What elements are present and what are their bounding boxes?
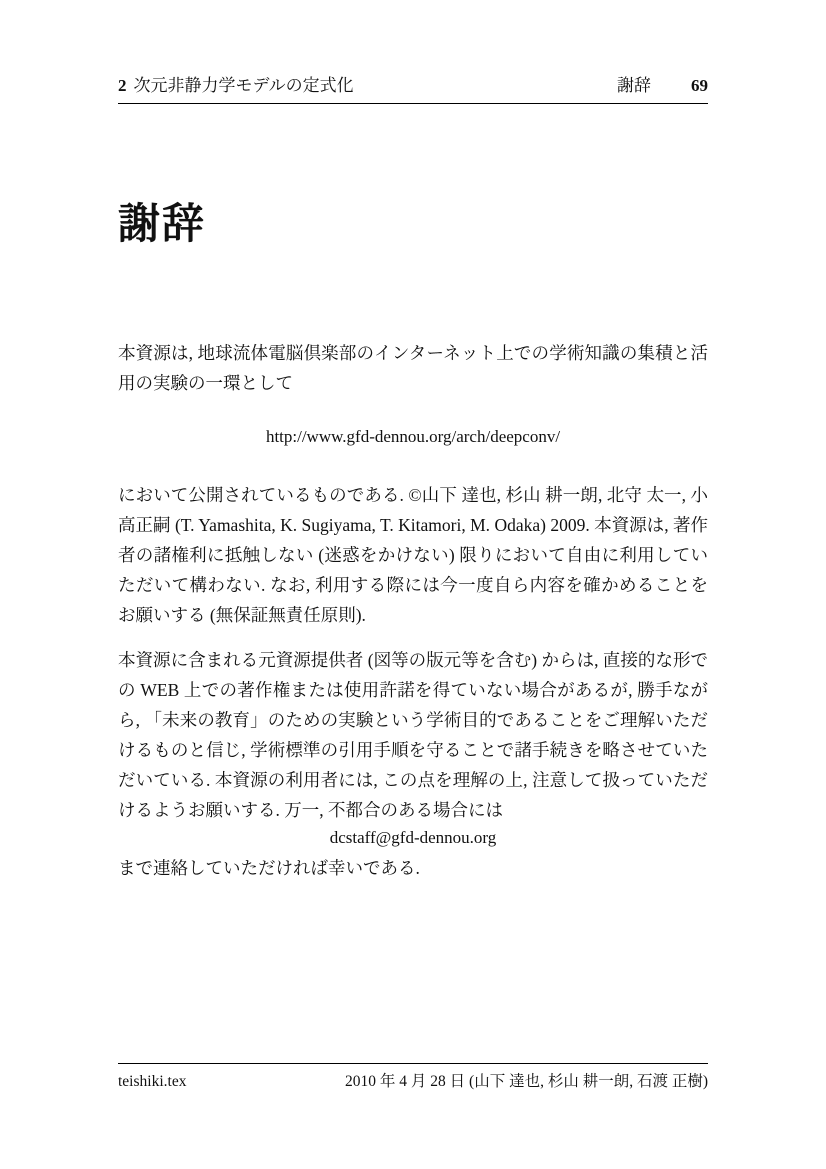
chapter-title: 謝辞 bbox=[118, 200, 207, 247]
header-section-title: 次元非静力学モデルの定式化 bbox=[133, 76, 354, 95]
contact-email: dcstaff@gfd-dennou.org bbox=[329, 828, 497, 847]
running-header bbox=[118, 76, 708, 104]
resource-url: http://www.gfd-dennou.org/arch/deepconv/ bbox=[265, 427, 561, 446]
header-chapter bbox=[617, 76, 708, 96]
footer-filename: teishiki.tex bbox=[118, 1073, 187, 1090]
page-footer bbox=[118, 1063, 708, 1091]
header-chapter-label: 謝辞 bbox=[617, 76, 651, 95]
paragraph-closing: まで連絡していただければ幸いである. bbox=[118, 858, 420, 878]
page-content bbox=[118, 198, 708, 883]
header-page-number: 69 bbox=[691, 76, 708, 95]
header-section-number: 2 bbox=[118, 76, 127, 95]
paragraph-intro: 本資源は, 地球流体電脳倶楽部のインターネット上での学術知識の集積と活用の実験の一環として bbox=[118, 343, 708, 393]
paragraph-license: において公開されているものである. ©山下 達也, 杉山 耕一朗, 北守 太一, 小高正嗣 (T. Yamashita, K. Sugiyama, T. Kitamori, M. Odaka) 2009. 本資源は, 著作者の諸権利に抵触しない (迷惑をかけない) 限りにおいて自由に利用していただいて構わない. なお, 利用する際には今一度自ら内容を確かめることをお願いする (無保証無責任原則). bbox=[118, 485, 708, 625]
header-section bbox=[118, 76, 354, 96]
footer-date-authors: 2010 年 4 月 28 日 (山下 達也, 杉山 耕一朗, 石渡 正樹) bbox=[345, 1073, 708, 1090]
paragraph-copyright-notice: 本資源に含まれる元資源提供者 (図等の版元等を含む) からは, 直接的な形での WEB 上での著作権または使用許諾を得ていない場合があるが, 勝手ながら, 「未来の教育」のための実験という学術目的であることをご理解いただけるものと信じ, 学術標準の引用手順を守ることで諸手続きを略させていただいている. 本資源の利用者には, この点を理解の上, 注意して扱っていただけるようお願いする. 万一, 不都合のある場合には bbox=[118, 650, 708, 820]
